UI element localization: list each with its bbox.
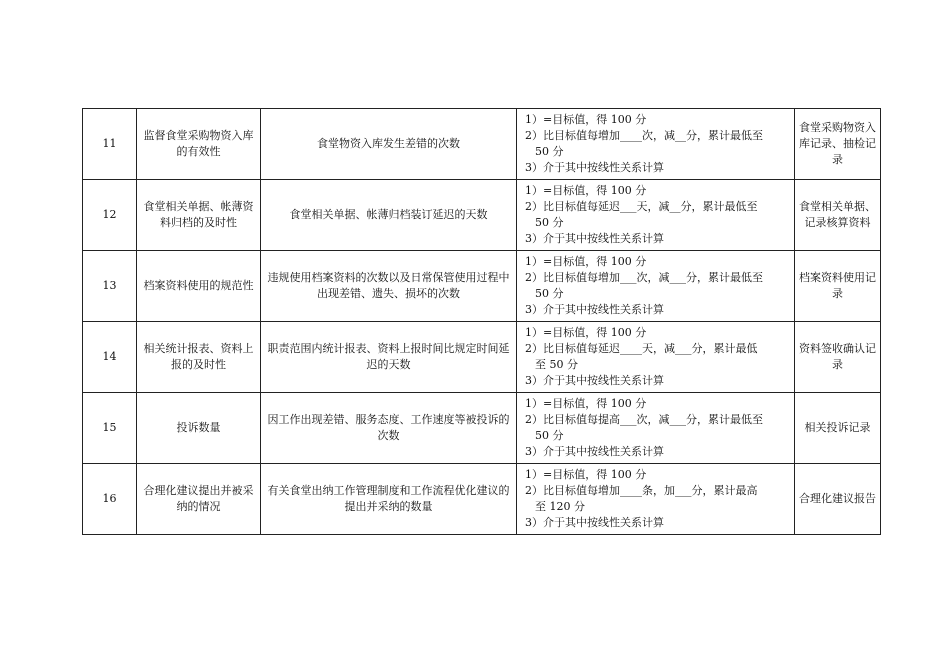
scoring-rules	[517, 464, 795, 535]
scoring-rule-line: 1）=目标值，得 100 分	[525, 184, 647, 197]
scoring-rules	[517, 251, 795, 322]
item-number: 11	[83, 109, 137, 180]
data-source: 档案资料使用记录	[795, 251, 881, 322]
indicator-definition: 违规使用档案资料的次数以及日常保管使用过程中出现差错、遗失、损坏的次数	[261, 251, 517, 322]
indicator-name: 相关统计报表、资料上报的及时性	[137, 322, 261, 393]
scoring-rules	[517, 180, 795, 251]
indicator-name: 档案资料使用的规范性	[137, 251, 261, 322]
indicator-definition: 有关食堂出纳工作管理制度和工作流程优化建议的提出并采纳的数量	[261, 464, 517, 535]
indicator-name: 投诉数量	[137, 393, 261, 464]
indicator-name: 合理化建议提出并被采纳的情况	[137, 464, 261, 535]
kpi-table-body	[83, 109, 881, 535]
item-number: 15	[83, 393, 137, 464]
scoring-rule-line: 3）介于其中按线性关系计算	[525, 516, 664, 529]
scoring-rule-line: 3）介于其中按线性关系计算	[525, 374, 664, 387]
indicator-name: 食堂相关单据、帐薄资料归档的及时性	[137, 180, 261, 251]
scoring-rules	[517, 109, 795, 180]
data-source: 食堂相关单据、记录核算资料	[795, 180, 881, 251]
table-row	[83, 393, 881, 464]
scoring-rule-line: 至 120 分	[535, 500, 585, 513]
scoring-rule-line: 50 分	[535, 216, 564, 229]
scoring-rule-line: 1）=目标值，得 100 分	[525, 397, 647, 410]
scoring-rule-line: 1）=目标值，得 100 分	[525, 468, 647, 481]
scoring-rules	[517, 322, 795, 393]
indicator-definition: 因工作出现差错、服务态度、工作速度等被投诉的次数	[261, 393, 517, 464]
data-source: 食堂采购物资入库记录、抽检记录	[795, 109, 881, 180]
scoring-rule-line: 50 分	[535, 429, 564, 442]
scoring-rule-line: 2）比目标值每延迟___天，减__分，累计最低至	[525, 200, 758, 213]
scoring-rule-line: 1）=目标值，得 100 分	[525, 326, 647, 339]
indicator-definition: 职责范围内统计报表、资料上报时间比规定时间延迟的天数	[261, 322, 517, 393]
data-source: 资料签收确认记录	[795, 322, 881, 393]
indicator-name: 监督食堂采购物资入库的有效性	[137, 109, 261, 180]
kpi-table	[82, 108, 881, 535]
scoring-rule-line: 1）=目标值，得 100 分	[525, 255, 647, 268]
scoring-rules	[517, 393, 795, 464]
scoring-rule-line: 至 50 分	[535, 358, 578, 371]
scoring-rule-line: 3）介于其中按线性关系计算	[525, 303, 664, 316]
table-row	[83, 322, 881, 393]
scoring-rule-line: 3）介于其中按线性关系计算	[525, 232, 664, 245]
table-row	[83, 180, 881, 251]
table-row	[83, 251, 881, 322]
scoring-rule-line: 3）介于其中按线性关系计算	[525, 445, 664, 458]
scoring-rule-line: 50 分	[535, 145, 564, 158]
item-number: 12	[83, 180, 137, 251]
item-number: 14	[83, 322, 137, 393]
data-source: 相关投诉记录	[795, 393, 881, 464]
item-number: 13	[83, 251, 137, 322]
scoring-rule-line: 2）比目标值每增加____次，减__分，累计最低至	[525, 129, 763, 142]
scoring-rule-line: 50 分	[535, 287, 564, 300]
table-row	[83, 464, 881, 535]
indicator-definition: 食堂相关单据、帐薄归档装订延迟的天数	[261, 180, 517, 251]
scoring-rule-line: 2）比目标值每延迟____天，减___分，累计最低	[525, 342, 758, 355]
scoring-rule-line: 2）比目标值每提高___次，减___分，累计最低至	[525, 413, 763, 426]
item-number: 16	[83, 464, 137, 535]
scoring-rule-line: 1）=目标值，得 100 分	[525, 113, 647, 126]
scoring-rule-line: 3）介于其中按线性关系计算	[525, 161, 664, 174]
data-source: 合理化建议报告	[795, 464, 881, 535]
scoring-rule-line: 2）比目标值每增加____条，加___分，累计最高	[525, 484, 758, 497]
table-row	[83, 109, 881, 180]
indicator-definition: 食堂物资入库发生差错的次数	[261, 109, 517, 180]
scoring-rule-line: 2）比目标值每增加___次，减___分，累计最低至	[525, 271, 763, 284]
